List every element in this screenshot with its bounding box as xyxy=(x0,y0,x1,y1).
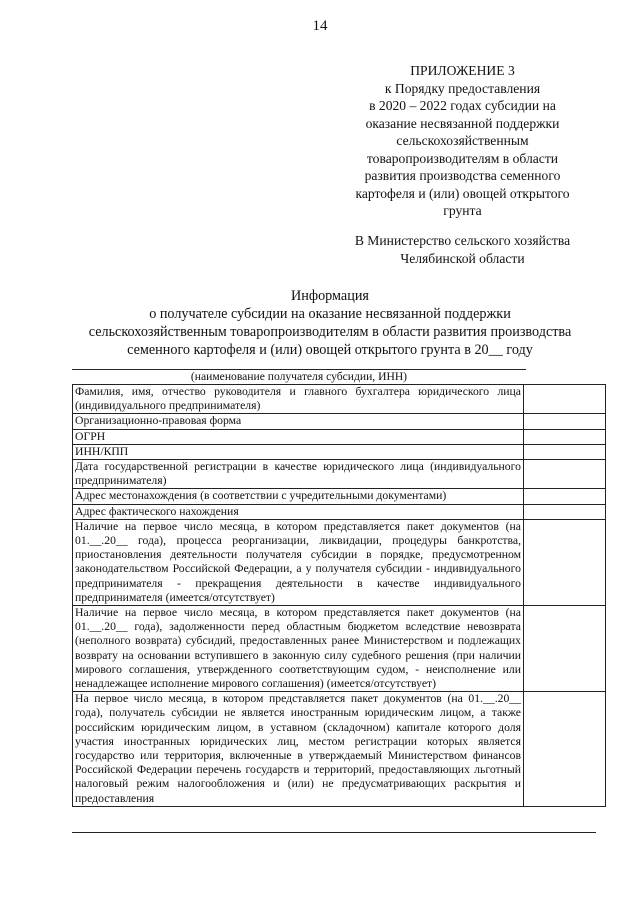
document-subtitle-line: сельскохозяйственным товаропроизводителям в области развития производства xyxy=(88,324,572,340)
appendix-line: грунта xyxy=(443,203,482,218)
row-label: Наличие на первое число месяца, в котором представляется пакет документов (на 01.__.20__ года), процесса реорганизации, ликвидации, процедуры банкротства, приостановления деятельности получателя субсидии в порядке, предусмотренном законодательством Российской Федерации, а у получателя субсидии - индивидуального предпринимателя - прекращения деятельности в качестве индивидуального предпринимателя (имеется/отсутствует) xyxy=(73,519,524,605)
row-label: ИНН/КПП xyxy=(73,444,524,459)
recipient-name-caption: (наименование получателя субсидии, ИНН) xyxy=(190,370,408,383)
addressee-line: В Министерство сельского хозяйства xyxy=(354,233,571,248)
row-value-cell xyxy=(524,385,606,414)
recipient-info-table xyxy=(72,384,606,807)
appendix-header xyxy=(335,62,590,220)
table-row xyxy=(73,489,606,504)
row-value-cell xyxy=(524,519,606,605)
row-label: ОГРН xyxy=(73,429,524,444)
row-label: Адрес местонахождения (в соответствии с учредительными документами) xyxy=(73,489,524,504)
appendix-line: к Порядку предоставления xyxy=(384,80,541,96)
row-label: Наличие на первое число месяца, в котором представляется пакет документов (на 01.__.20__ года), задолженности перед областным бюджетом вследствие невозврата (неполного возврата) субсидий, предоставленных ранее Министерством и подлежащих возврату на основании вступившего в законную силу судебного решения (при наличии мирового соглашения, утвержденного соответствующим судом, - неисполнение или ненадлежащее исполнение мирового соглашения) (имеется/отсутствует) xyxy=(73,606,524,692)
document-subtitle-line: о получателе субсидии на оказание несвязанной поддержки xyxy=(149,306,511,322)
appendix-line: оказание несвязанной поддержки xyxy=(365,115,560,131)
row-value-cell xyxy=(524,414,606,429)
row-label: Организационно-правовая форма xyxy=(73,414,524,429)
page-cut-line xyxy=(72,832,596,833)
table-row xyxy=(73,429,606,444)
table-row xyxy=(73,414,606,429)
row-value-cell xyxy=(524,504,606,519)
table-row xyxy=(73,519,606,605)
appendix-line: в 2020 – 2022 годах субсидии на xyxy=(369,98,556,113)
row-value-cell xyxy=(524,460,606,489)
document-title xyxy=(60,287,600,359)
appendix-line: товаропроизводителям в области xyxy=(366,150,559,166)
row-value-cell xyxy=(524,692,606,807)
table-row xyxy=(73,504,606,519)
row-value-cell xyxy=(524,444,606,459)
row-label: Дата государственной регистрации в качестве юридического лица (индивидуального предпринимателя) xyxy=(73,460,524,489)
appendix-line: сельскохозяйственным xyxy=(396,133,529,148)
appendix-line: картофеля и (или) овощей открытого xyxy=(355,185,570,201)
table-row xyxy=(73,460,606,489)
row-value-cell xyxy=(524,489,606,504)
table-row xyxy=(73,692,606,807)
table-row xyxy=(73,444,606,459)
row-label: Адрес фактического нахождения xyxy=(73,504,524,519)
addressee-line: Челябинской области xyxy=(400,250,525,266)
page-number: 14 xyxy=(312,18,328,34)
row-label: На первое число месяца, в котором представляется пакет документов (на 01.__.20__ года), получатель субсидии не является иностранным юридическим лицом, а также российским юридическим лицом, в уставном (складочном) капитале которого доля участия иностранных юридических лиц, местом регистрации которых является государство или территория, включенные в утверждаемый Министерством финансов Российской Федерации перечень государств и территорий, предоставляющих льготный налоговый режим налогообложения и (или) не предусматривающих раскрытия и предоставления xyxy=(73,692,524,807)
row-value-cell xyxy=(524,429,606,444)
document-subtitle-line: семенного картофеля и (или) овощей открытого грунта в 20__ году xyxy=(127,342,533,358)
document-heading: Информация xyxy=(291,288,369,304)
addressee-block xyxy=(335,232,590,267)
appendix-line: развития производства семенного xyxy=(364,168,561,183)
table-row xyxy=(73,385,606,414)
row-value-cell xyxy=(524,606,606,692)
appendix-title: ПРИЛОЖЕНИЕ 3 xyxy=(410,63,515,78)
table-row xyxy=(73,606,606,692)
row-label: Фамилия, имя, отчество руководителя и главного бухгалтера юридического лица (индивидуального предпринимателя) xyxy=(73,385,524,414)
